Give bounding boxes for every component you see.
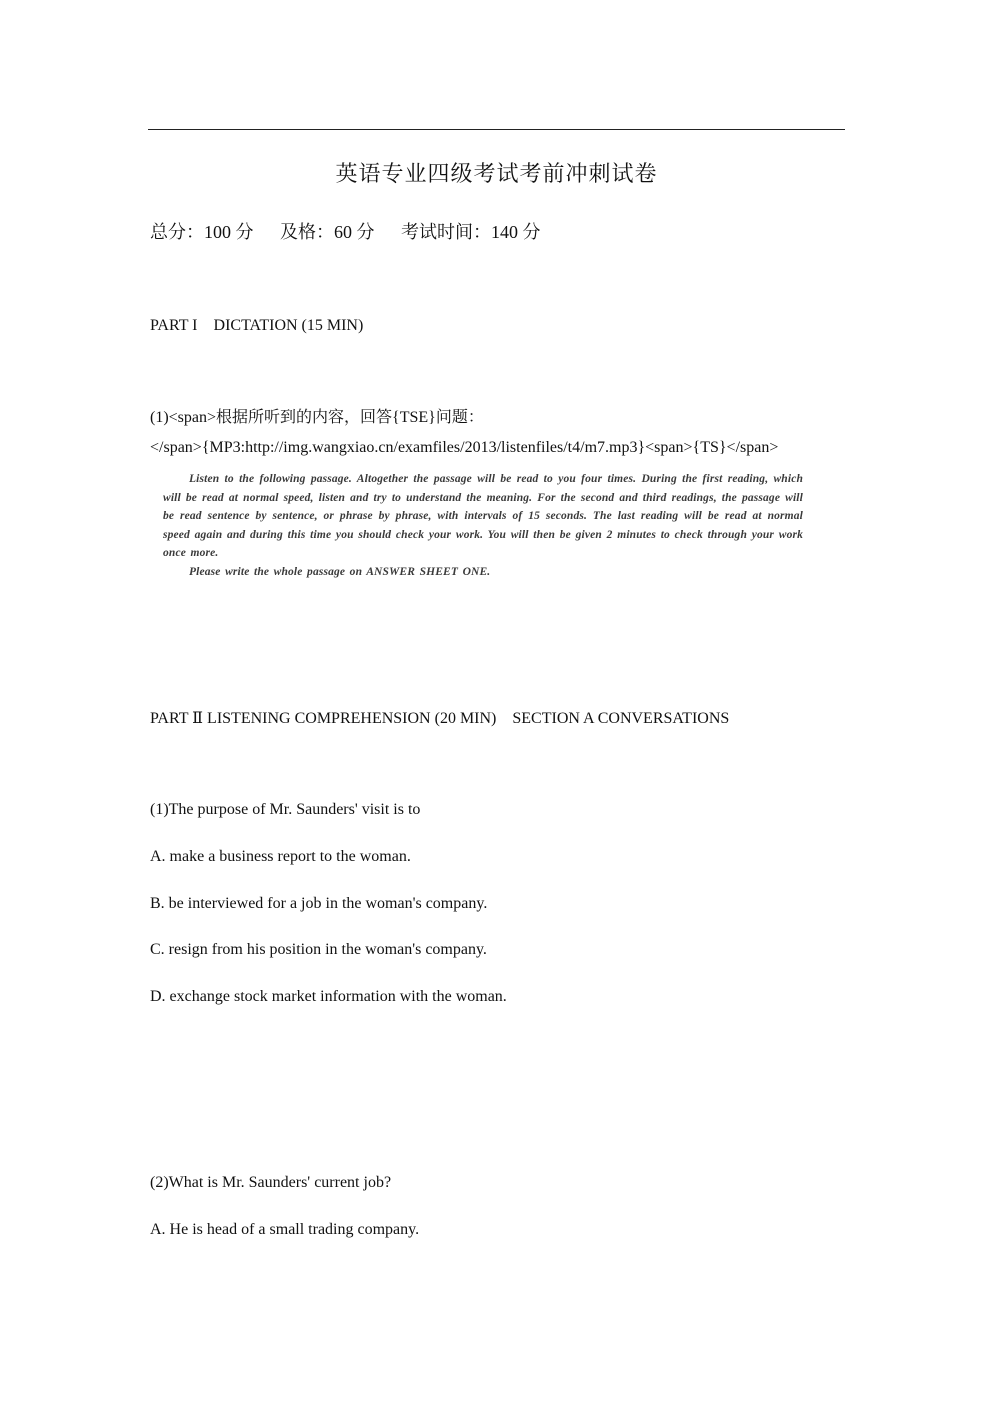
part1-heading: PART I DICTATION (15 MIN) (150, 317, 364, 334)
dictation-instructions-2: Please write the whole passage on ANSWER SHEET ONE. (189, 565, 491, 578)
exam-time: 考试时间：140 分 (401, 222, 541, 242)
dictation-instructions: Listen to the following passage. Altogether the passage will be read to you four times. During the first reading, which will be read at normal speed, listen and try to understand the meaning. For the second and third readings, the passage will be read sentence by sentence, or phrase by phrase, with intervals of 15 seconds. The last reading will be read at normal speed again and during this time you should check your work. You will then be given 2 minutes to check through your work once more. (163, 473, 803, 560)
q1-option-a: A. make a business report to the woman. (150, 848, 411, 865)
part2-heading: PART Ⅱ LISTENING COMPREHENSION (20 MIN) SECTION A CONVERSATIONS (150, 710, 730, 727)
q2-option-a: A. He is head of a small trading company. (150, 1221, 420, 1238)
q1-option-d: D. exchange stock market information with the woman. (150, 988, 507, 1005)
part1-question-line2: </span>{MP3:http://img.wangxiao.cn/examfiles/2013/listenfiles/t4/m7.mp3}<span>{TS}</span> (150, 439, 779, 456)
pass-score: 及格：60 分 (280, 222, 375, 242)
header-rule (148, 129, 845, 130)
total-score: 总分：100 分 (150, 222, 254, 242)
dictation-instructions-image (163, 470, 803, 582)
q1-option-b: B. be interviewed for a job in the woman's company. (150, 895, 488, 912)
part1-question-line1: (1)<span>根据所听到的内容，回答{TSE}问题： (150, 409, 484, 426)
q1-option-c: C. resign from his position in the woman's company. (150, 941, 487, 958)
q2-stem: (2)What is Mr. Saunders' current job? (150, 1174, 392, 1191)
exam-meta (150, 221, 563, 243)
q1-stem: (1)The purpose of Mr. Saunders' visit is to (150, 801, 421, 818)
page-title: 英语专业四级考试考前冲刺试卷 (335, 161, 658, 186)
